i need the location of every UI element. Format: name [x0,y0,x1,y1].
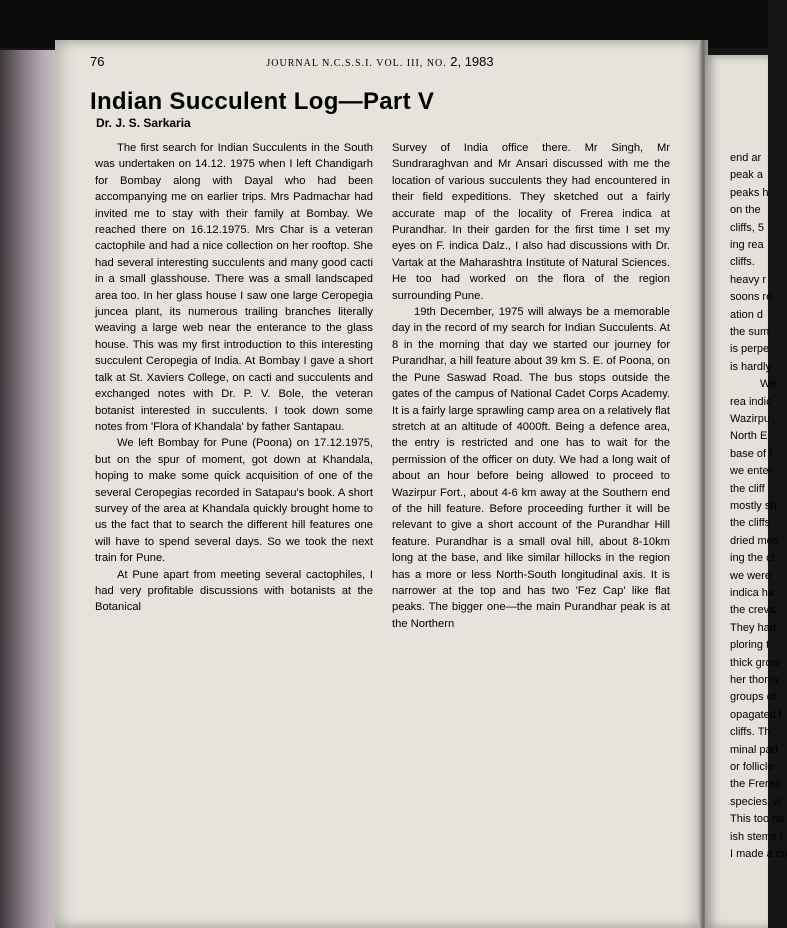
journal-line [90,54,670,69]
facing-page-line: soons re [730,291,773,304]
paragraph: At Pune apart from meeting several cactophiles, I had very profitable discussions with botanists at the Botanical [95,568,373,614]
facing-page-line: ation d [730,308,764,321]
article-title: Indian Succulent Log—Part V [90,88,435,115]
column-left [95,140,373,616]
facing-page-line: ing the cl [730,552,775,565]
facing-page-line: Wazirpu [730,413,770,425]
facing-page-line: opagated f [730,708,782,721]
paragraph: Survey of India office there. Mr Singh, Mr Sundraraghvan and Mr Ansari discussed with me the location of various succulents they had encountered in their field expeditions. They sketched out a fairly accurate map of the locality of Frerea indica at Purandhar. In their garden for the first time I set my eyes on F. indica Dalz., I also had discussions with Dr. Vartak at the Maharashtra Institute of Natural Sciences. He too had worked on the flora of the region surrounding Pune. [392,142,670,302]
facing-page-line: ish stems r [730,830,784,843]
facing-page-line: species, w [730,795,782,808]
facing-page-line: minal part [730,743,779,756]
facing-page-line: cliffs. [730,256,755,269]
facing-page-line: or follicle [730,761,774,773]
facing-page-line: is perpe [730,343,770,356]
facing-page-line: ploring t [730,639,770,652]
facing-page-line: indica ha [730,587,775,599]
paragraph: 19th December, 1975 will always be a memorable day in the record of my search for Indian Succulents. At 8 in the morning that day we started our journey for Purandhar, a hill feature about 39 km S. E. of Poona, on the Pune Saswad Road. The bus stops outside the gates of the campus of National Cadet Corps Academy. It is a fairly large sprawling camp area on a relatively flat stretch at an altitude of 4000ft. Being a defence area, the entry is restricted and one has to wait for the permission of the officer on duty. We had a long wait of about an hour before being allowed to proceed to Wazirpur Fort., about 4-6 km away at the Southern end of the hill feature. Before proceeding further it will be relevant to give a short account of the Purandhar Hill feature. Purandhar is a small oval hill, about 8-10km long at the base, and like similar hillocks in the region has a more or less North-South longitudinal axis. It is narrower at the top and has two 'Fez Cap' like flat peaks. The bigger one—the main Purandhar peak is at the Northern [392,306,670,630]
facing-page-line: dried mos [730,534,779,547]
facing-page-line: we enter [730,465,773,478]
facing-page-line: the sum [730,326,770,338]
journal-issue: 2, 1983 [450,54,494,69]
facing-page-line: mostly sh [730,500,777,512]
facing-page-line: cliffs, 5 [730,221,765,234]
facing-page-line: groups of [730,691,776,704]
facing-page-line: heavy r [730,273,767,286]
facing-page-line: we were [730,569,771,582]
journal-name: JOURNAL N.C.S.S.I. VOL. III, NO. [266,58,447,69]
facing-page-line: thick grow [730,656,780,669]
facing-page-line: her thorny [730,674,780,686]
article-author: Dr. J. S. Sarkaria [96,116,191,130]
facing-page-line: on the [730,204,761,217]
facing-page-line: end ar [730,152,762,164]
page-number: 76 [90,54,105,69]
book-spine-edge [0,50,62,928]
facing-page-line: peak a [730,169,764,182]
facing-page-line: North E [730,430,768,443]
paragraph: We left Bombay for Pune (Poona) on 17.12.1975, but on the spur of moment, got down at Khandala, hoping to make some quick acquisition of one of the several Ceropegias recorded in Satapau's book. A short survey of the area at Khandala quickly brought home to us the fact that to search the different hill features one will have to spend several days. So we took the next train for Pune. [95,437,373,565]
facing-page-line: They had [730,621,776,634]
facing-page-line: ing rea [730,239,764,251]
facing-page-line: rea indic [730,395,772,408]
running-header [90,54,670,74]
facing-page-line: We [760,378,777,391]
facing-page-line: cliffs. Th [730,726,771,739]
facing-page-line: is hardly [730,360,771,373]
facing-page-line: This too ha [730,813,785,826]
paragraph: The first search for Indian Succulents in the South was undertaken on 14.12. 1975 when I left Chandigarh for Bombay along with Dayal who had been accompanying me on earlier trips. Mrs Padmachar had invited me to stay with their family at Bombay. We reached there on 16.12.1975. Mrs Char is a veteran cactophile and had a nice collection on her rooftop. She had several interesting succulents and many good cacti in a small glasshouse. There was a small landscaped area too. In her glass house I saw one large Ceropegia juncea plant, its numerous trailing branches literally weaving a large web near the enterance to the glass house. This was my first introduction to this interesting succulent Ceropegia of India. At Bombay I gave a short talk at St. Xaviers College, on cacti and succulents and exchanged notes with Dr. P. V. Bole, the veteran botanist interested in succulents. I took down some notes from 'Flora of Khandala' by father Santapau. [95,142,373,433]
facing-page-line: I made a co [730,848,787,860]
facing-page-line: the cliffs [730,517,771,530]
facing-page-line: the cliff [730,482,765,495]
facing-page-line: base of t [730,447,773,460]
facing-page-line: the Frerea [730,778,781,791]
facing-page-line: the crevic [730,604,778,617]
facing-page-line: peaks h [730,186,769,199]
column-right [392,140,670,632]
